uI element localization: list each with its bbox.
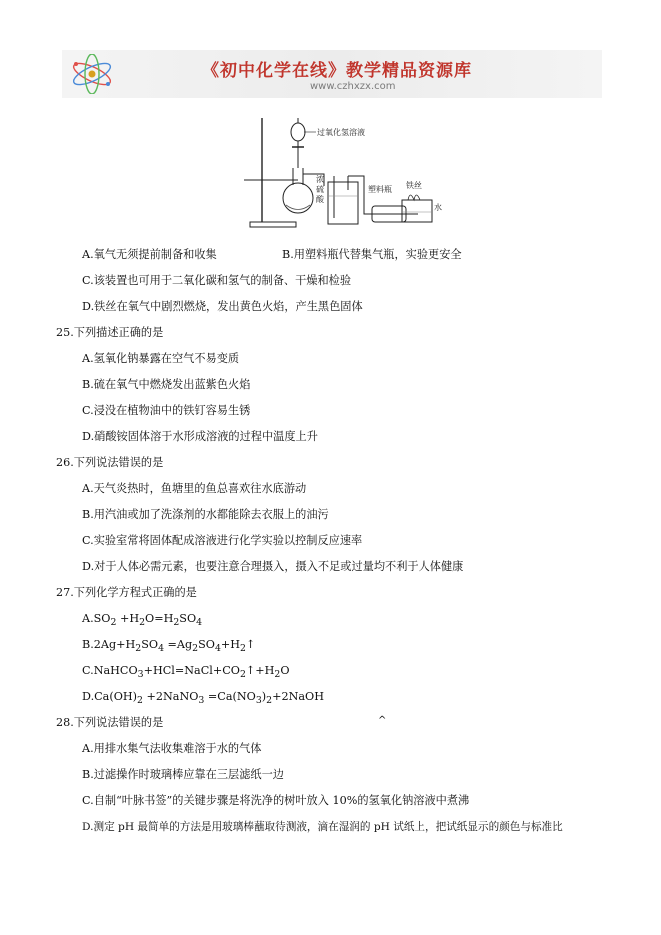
- q24-option-b: B.用塑料瓶代替集气瓶，实验更安全: [282, 248, 462, 261]
- atom-logo-icon: [66, 54, 118, 94]
- q28-option-d: D.测定 pH 最简单的方法是用玻璃棒蘸取待测液，滴在湿润的 pH 试纸上，把试纸显示的颜色与标准比: [82, 821, 563, 833]
- label-water: 水: [434, 203, 442, 212]
- q24-option-a: A.氧气无须提前制备和收集: [82, 248, 217, 261]
- banner-url: www.czhxzx.com: [310, 81, 396, 92]
- q27-option-c: $C.NaHCO_3+HCl=NaCl+CO_2↑+H_2O$: [82, 664, 290, 681]
- q28-option-a: A.用排水集气法收集难溶于水的气体: [82, 742, 262, 755]
- q25-option-b: B.硫在氧气中燃烧发出蓝紫色火焰: [82, 378, 251, 391]
- label-acid-2: 硫: [316, 185, 324, 194]
- banner-title: 《初中化学在线》教学精品资源库: [202, 61, 472, 81]
- q25-option-c: C.浸没在植物油中的铁钉容易生锈: [82, 404, 251, 417]
- label-h2o2: 过氧化氢溶液: [317, 128, 365, 137]
- q28-option-c: C.自制“叶脉书签”的关键步骤是将洗净的树叶放入 10%的氢氧化钠溶液中煮沸: [82, 794, 470, 807]
- label-acid-3: 酸: [316, 195, 324, 204]
- q24-option-c: C.该装置也可用于二氧化碳和氢气的制备、干燥和检验: [82, 274, 352, 287]
- q25-option-a: A.氢氧化钠暴露在空气不易变质: [82, 352, 240, 365]
- q27-stem: 27.下列化学方程式正确的是: [56, 586, 197, 599]
- q27-option-b: $B.2Ag+H_2SO_4$ $=Ag_2SO_4+H_2↑$: [82, 638, 256, 655]
- q25-option-d: D.硝酸铵固体溶于水形成溶液的过程中温度上升: [82, 430, 318, 443]
- label-iron-wire: 铁丝: [406, 181, 422, 190]
- q25-stem: 25.下列描述正确的是: [56, 326, 164, 339]
- q26-option-b: B.用汽油或加了洗涤剂的水都能除去衣服上的油污: [82, 508, 329, 521]
- q26-stem: 26.下列说法错误的是: [56, 456, 164, 469]
- q26-option-d: D.对于人体必需元素，也要注意合理摄入，摄入不足或过量均不利于人体健康: [82, 560, 464, 573]
- q27-option-d: $D.Ca(OH)_2$ +2NaNO$_3$ $=Ca(NO_3)_2+2NaOH$: [82, 690, 324, 707]
- label-acid-1: 浓: [316, 175, 324, 184]
- label-plastic-bottle: 塑料瓶: [368, 185, 392, 194]
- header-banner: [62, 50, 602, 98]
- stray-caret-mark: ^: [378, 715, 387, 726]
- q26-option-a: A.天气炎热时，鱼塘里的鱼总喜欢往水底游动: [82, 482, 307, 495]
- q28-stem: 28.下列说法错误的是: [56, 716, 164, 729]
- q27-option-a: $A.SO_2 +H_2O=H_2SO_4$: [82, 612, 203, 629]
- experiment-apparatus-figure: [240, 110, 450, 230]
- q28-option-b: B.过滤操作时玻璃棒应靠在三层滤纸一边: [82, 768, 284, 781]
- q26-option-c: C.实验室常将固体配成溶液进行化学实验以控制反应速率: [82, 534, 363, 547]
- q24-option-d: D.铁丝在氧气中剧烈燃烧，发出黄色火焰，产生黑色固体: [82, 300, 363, 313]
